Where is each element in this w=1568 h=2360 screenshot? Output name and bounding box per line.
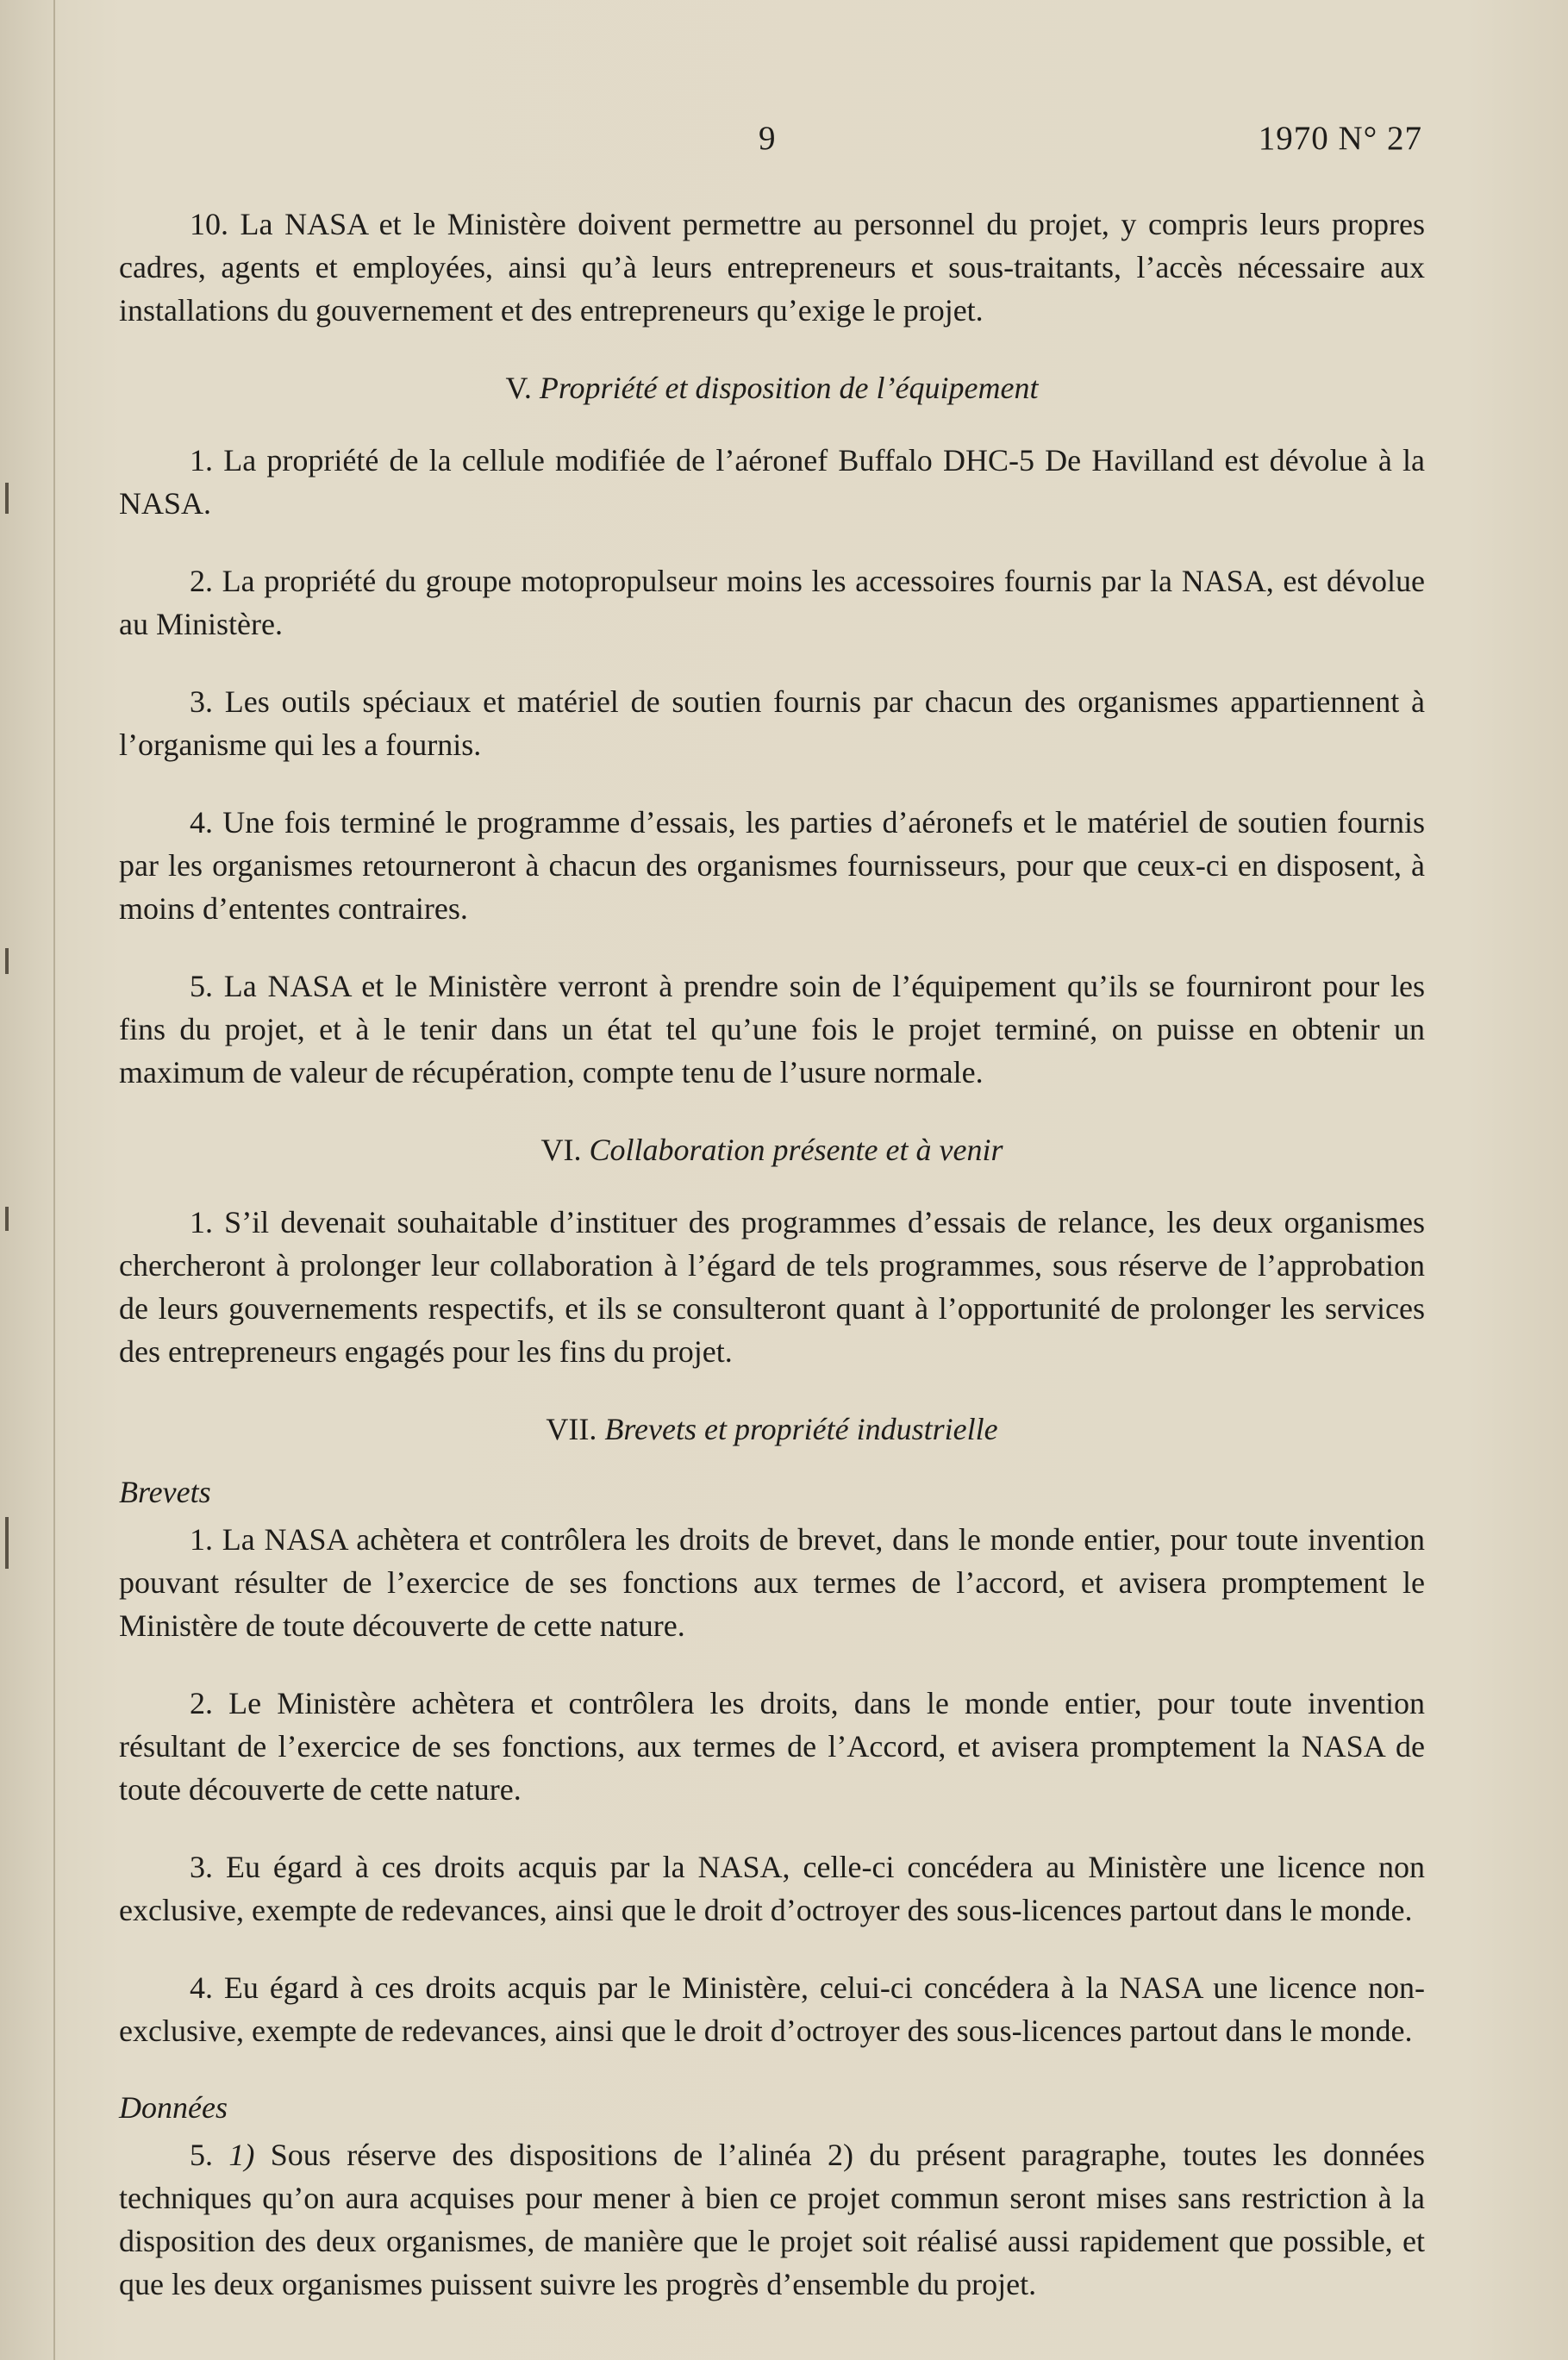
paragraph: 5. La NASA et le Ministère verront à prendre soin de l’équipement qu’ils se fourniront pour les fins du projet, et à le tenir dans un état tel qu’une fois le projet terminé, on puisse en obtenir un maximum de valeur de récupération, compte tenu de l’usure normale. (119, 969, 1425, 1089)
section-title: Brevets et propriété industrielle (604, 1412, 998, 1446)
margin-mark (5, 483, 9, 514)
page-number: 9 (759, 120, 776, 157)
paragraph: 1. S’il devenait souhaitable d’instituer des programmes d’essais de relance, les deux organismes chercheront à prolonger leur collaboration à l’égard de tels programmes, sous réserve de l’approbation de leurs gouvernements respectifs, et ils se consulteront quant à l’opportunité de prolonger les services des entrepreneurs engagés pour les fins du projet. (119, 1205, 1425, 1369)
binding-gutter (53, 0, 55, 2360)
paragraph: 2. Le Ministère achètera et contrôlera les droits, dans le monde entier, pour toute invention résultant de l’exercice de ses fonctions, aux termes de l’Accord, et avisera promptement la NASA de toute découverte de cette nature. (119, 1686, 1425, 1807)
section-number: V. (505, 371, 532, 405)
section-number: VII. (546, 1412, 597, 1446)
paragraph: 10. La NASA et le Ministère doivent permettre au personnel du projet, y compris leurs propres cadres, agents et employées, ainsi qu’à leurs entrepreneurs et sous-traitants, l’accès nécessaire aux installations du gouvernement et des entrepreneurs qu’exige le projet. (119, 207, 1425, 328)
section-heading (119, 1128, 1425, 1171)
page-header (121, 119, 1422, 171)
section-heading (119, 1408, 1425, 1451)
subparagraph-number: 1) (228, 2138, 255, 2172)
section-heading (119, 366, 1425, 409)
paragraph: 1. La NASA achètera et contrôlera les droits de brevet, dans le monde entier, pour toute invention pouvant résulter de l’exercice de ses fonctions aux termes de l’accord, et avisera promptement le Ministère de toute découverte de cette nature. (119, 1522, 1425, 1643)
paragraph: 2. La propriété du groupe motopropulseur moins les accessoires fournis par la NASA, est dévolue au Ministère. (119, 564, 1425, 641)
paragraph-text: Sous réserve des dispositions de l’alinéa 2) du présent paragraphe, toutes les données techniques qu’on aura acquises pour mener à bien ce projet commun seront mises sans restriction à la disposition des deux organismes, de manière que le projet soit réalisé aussi rapidement que possible, et que les deux organismes puissent suivre les progrès d’ensemble du projet. (119, 2138, 1426, 2301)
subheading-brevets: Brevets (119, 1475, 211, 1509)
paragraph: 3. Eu égard à ces droits acquis par la NASA, celle-ci concédera au Ministère une licence non exclusive, exempte de redevances, ainsi que le droit d’octroyer des sous-licences partout dans le monde. (119, 1850, 1425, 1927)
document-reference: 1970 N° 27 (1258, 120, 1422, 157)
paragraph-number: 5. (190, 2138, 213, 2172)
section-title: Propriété et disposition de l’équipement (539, 371, 1039, 405)
paragraph (119, 2133, 1425, 2306)
paragraph: 1. La propriété de la cellule modifiée de l’aéronef Buffalo DHC-5 De Havilland est dévolue à la NASA. (119, 443, 1425, 521)
paragraph: 4. Une fois terminé le programme d’essais, les parties d’aéronefs et le matériel de soutien fournis par les organismes retourneront à chacun des organismes fournisseurs, pour que ceux-ci en disposent, à moins d’ententes contraires. (119, 805, 1425, 926)
section-title: Collaboration présente et à venir (589, 1133, 1003, 1167)
paragraph: 3. Les outils spéciaux et matériel de soutien fournis par chacun des organismes appartiennent à l’organisme qui les a fournis. (119, 684, 1425, 762)
section-number: VI. (540, 1133, 582, 1167)
subheading-donnees: Données (119, 2090, 228, 2125)
paragraph: 4. Eu égard à ces droits acquis par le Ministère, celui-ci concédera à la NASA une licence non-exclusive, exempte de redevances, ainsi que le droit d’octroyer des sous-licences partout dans le monde. (119, 1970, 1425, 2048)
margin-mark (5, 1207, 9, 1231)
document-body (119, 203, 1425, 2340)
margin-mark (5, 1517, 9, 1569)
margin-mark (5, 948, 9, 974)
